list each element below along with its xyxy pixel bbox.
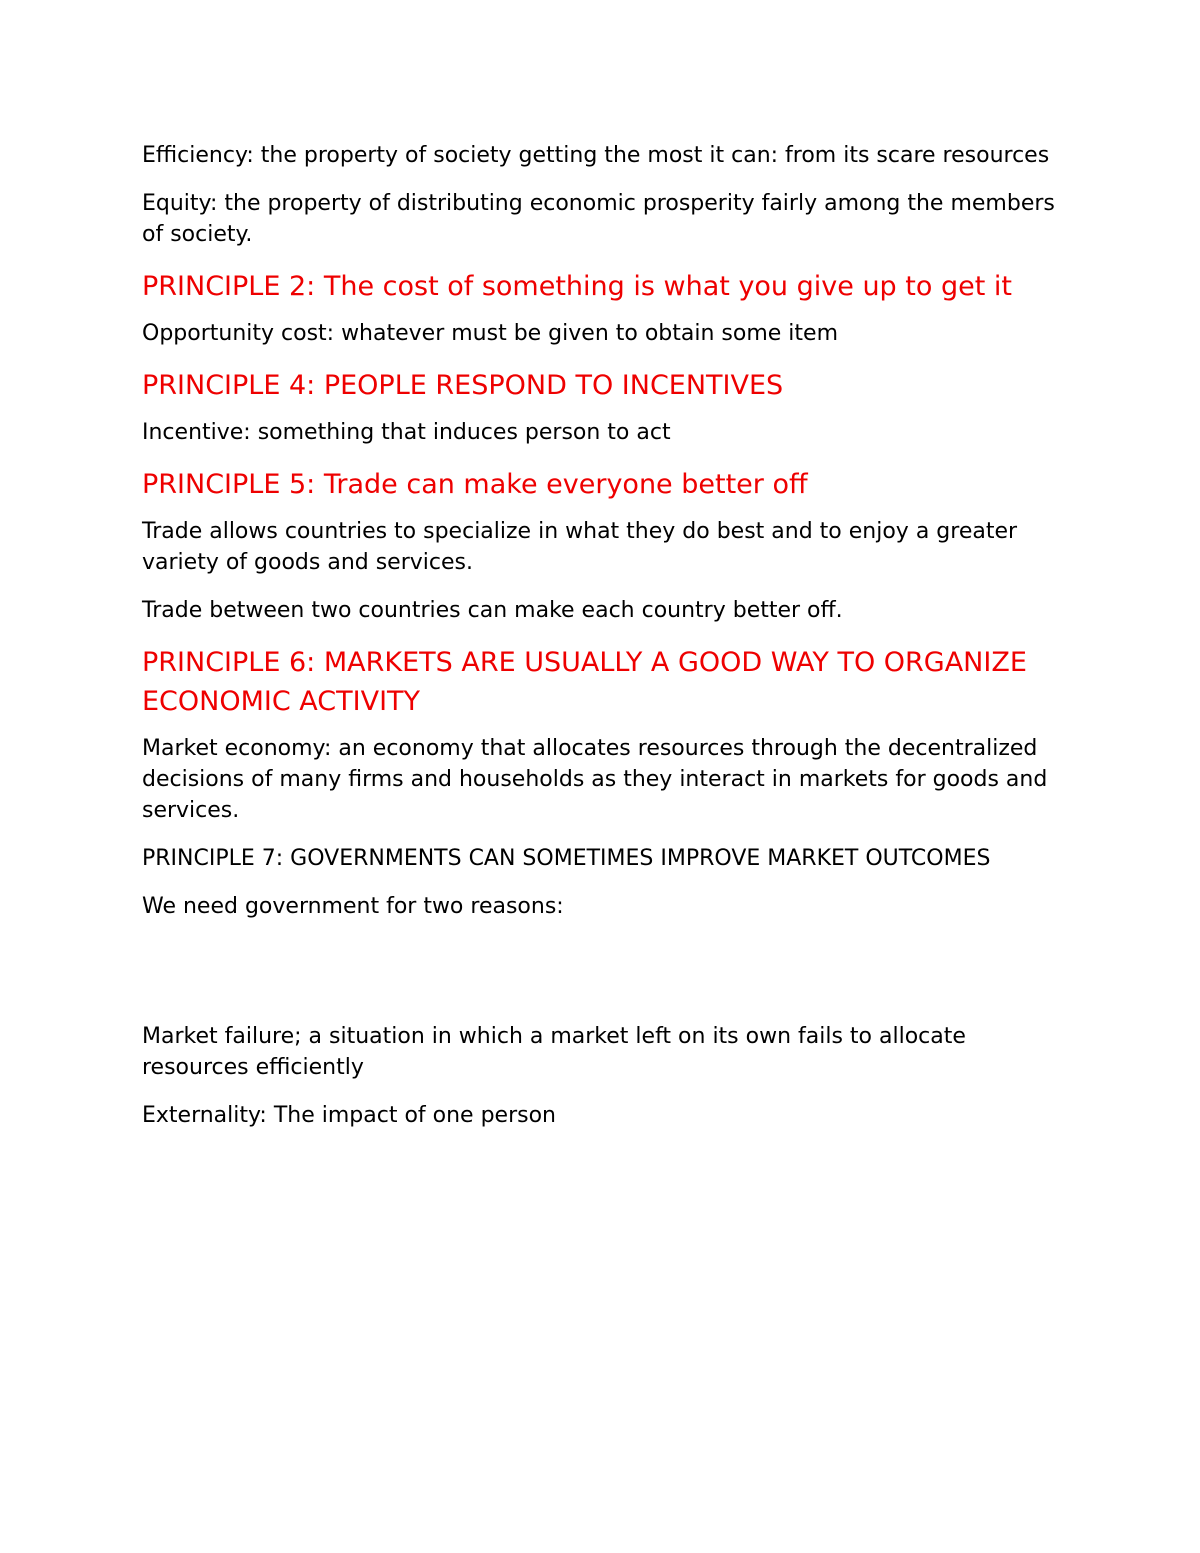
- incentive-definition: Incentive: something that induces person to act: [142, 420, 671, 445]
- principle-4-heading: PRINCIPLE 4: PEOPLE RESPOND TO INCENTIVES: [142, 370, 784, 401]
- principle-2-heading: PRINCIPLE 2: The cost of something is what you give up to get it: [142, 271, 1012, 302]
- government-reasons-text: We need government for two reasons:: [142, 894, 564, 919]
- opportunity-cost-definition: Opportunity cost: whatever must be given to obtain some item: [142, 321, 838, 346]
- principle-5-heading: PRINCIPLE 5: Trade can make everyone better off: [142, 469, 808, 500]
- efficiency-definition: Efficiency: the property of society getting the most it can: from its scare resources: [142, 143, 1050, 168]
- blank-space: [142, 939, 1062, 1021]
- principle-7-text: PRINCIPLE 7: GOVERNMENTS CAN SOMETIMES IMPROVE MARKET OUTCOMES: [142, 846, 991, 871]
- equity-definition: Equity: the property of distributing economic prosperity fairly among the members of society.: [142, 191, 1055, 247]
- trade-specialization-text: Trade allows countries to specialize in what they do best and to enjoy a greater variety of goods and services.: [142, 519, 1018, 575]
- principle-6-heading: PRINCIPLE 6: MARKETS ARE USUALLY A GOOD WAY TO ORGANIZE ECONOMIC ACTIVITY: [142, 647, 1027, 717]
- market-economy-definition: Market economy: an economy that allocates resources through the decentralized decisions of many firms and households as they interact in markets for goods and services.: [142, 736, 1048, 823]
- externality-definition: Externality: The impact of one person: [142, 1103, 556, 1128]
- trade-better-off-text: Trade between two countries can make each country better off.: [142, 598, 843, 623]
- document-body: [142, 140, 1062, 1148]
- market-failure-definition: Market failure; a situation in which a market left on its own fails to allocate resources efficiently: [142, 1024, 966, 1080]
